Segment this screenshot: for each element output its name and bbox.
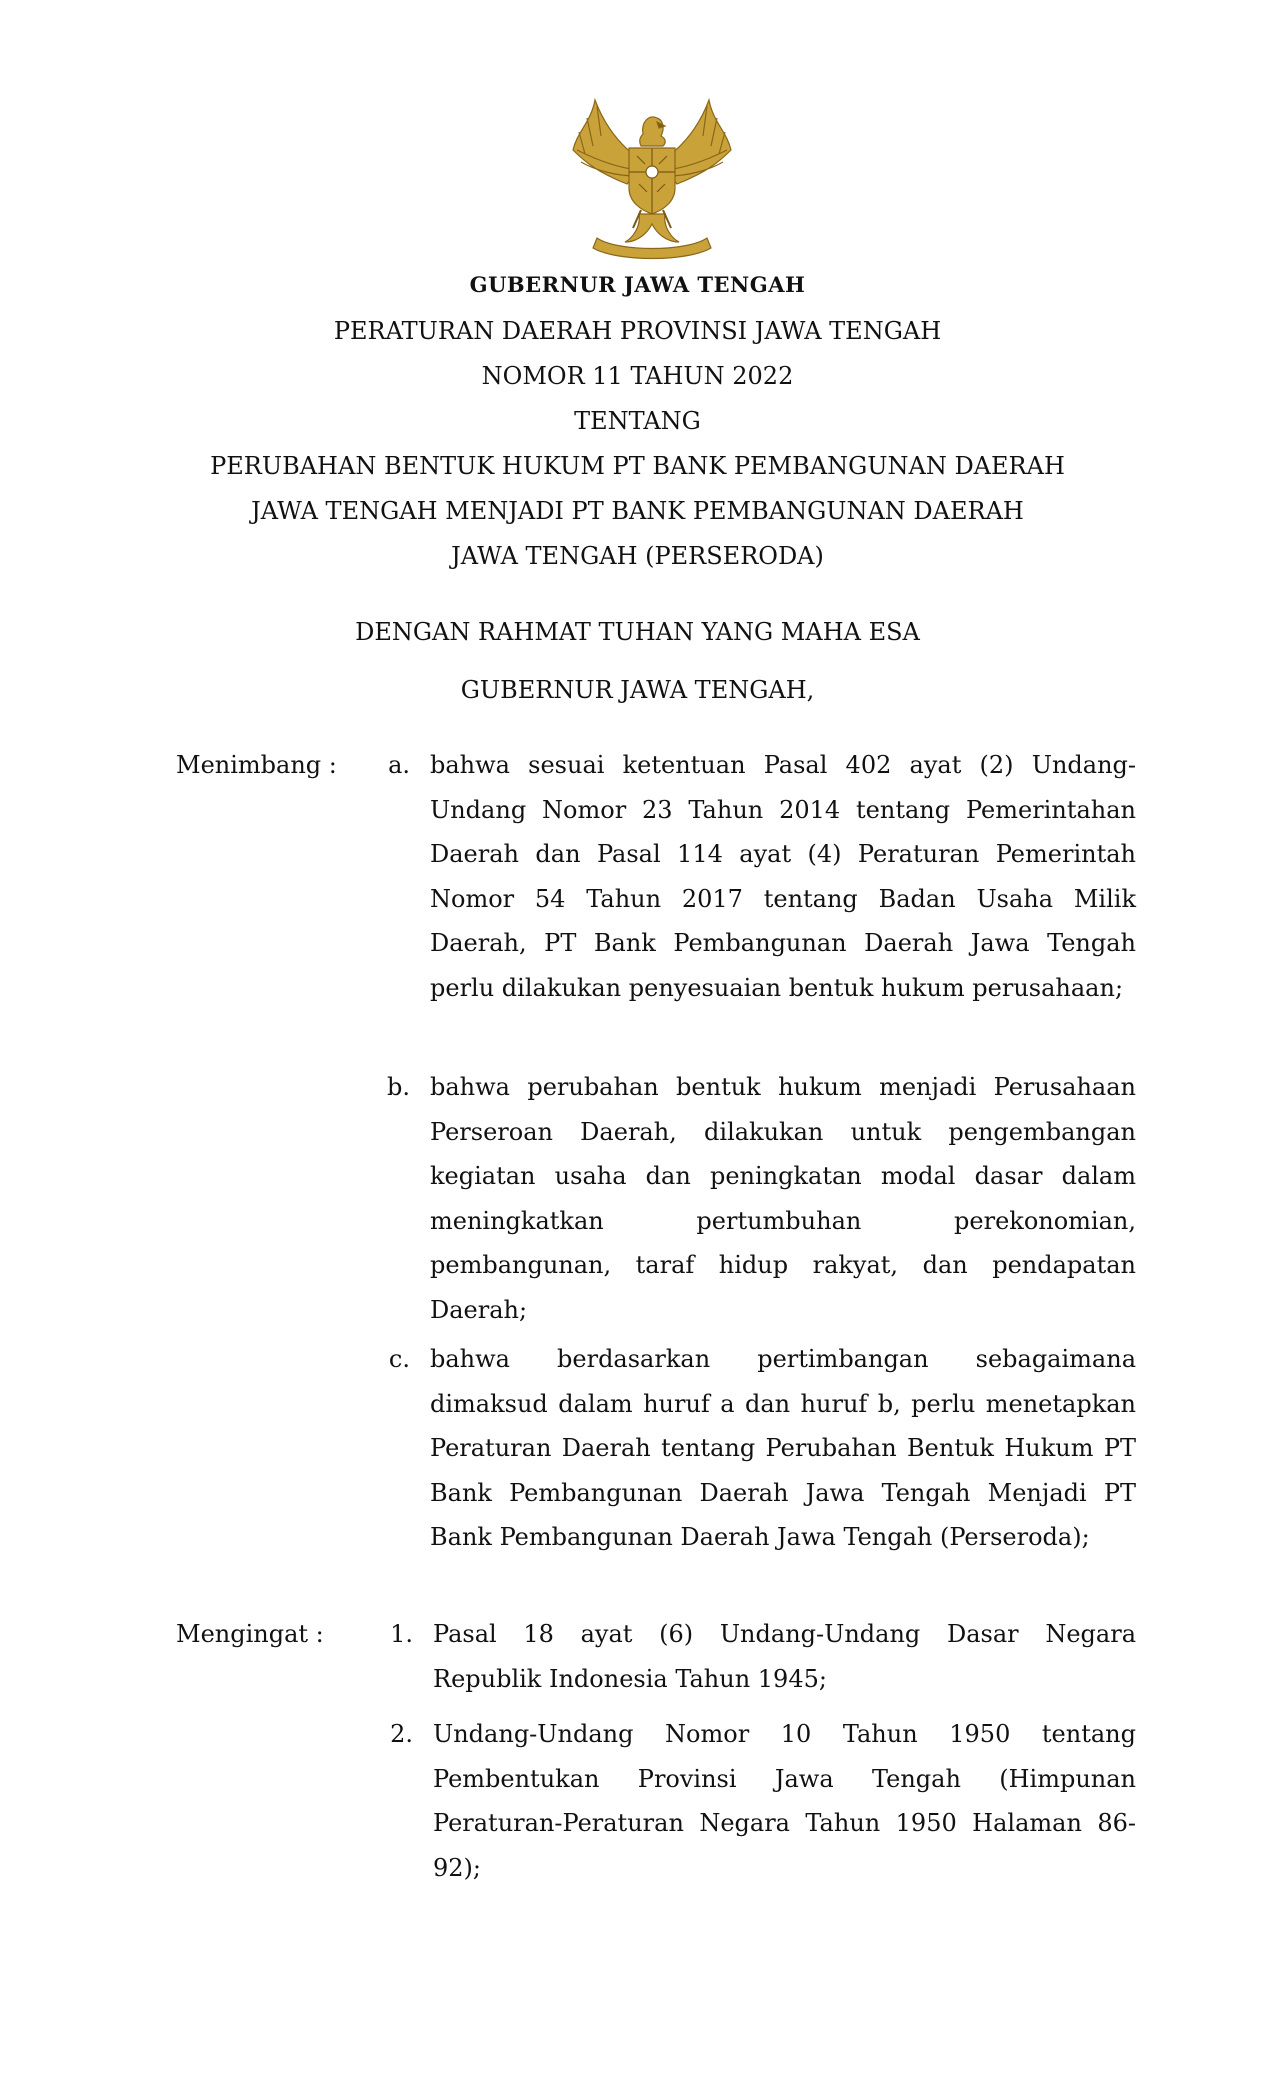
issuer-title: GUBERNUR JAWA TENGAH [469, 272, 806, 297]
opening-block [0, 603, 1275, 719]
menimbang-label: Menimbang : [176, 751, 337, 779]
opening-blessing: DENGAN RAHMAT TUHAN YANG MAHA ESA [355, 618, 920, 646]
list-item-text: bahwa perubahan bentuk hukum menjadi Perusahaan Perseroan Daerah, dilakukan untuk pengembangan kegiatan usaha dan peningkatan modal dasar dalam meningkatkan pertumbuhan perekonomian, pembangunan, taraf hidup rakyat, dan pendapatan Daerah; [430, 1073, 1136, 1324]
regulation-heading [0, 309, 1275, 579]
list-item-marker: 2. [390, 1720, 413, 1748]
list-item-marker: c. [388, 1345, 410, 1373]
mengingat-label: Mengingat : [176, 1620, 324, 1648]
list-item-marker: 1. [390, 1620, 413, 1648]
regulation-type: PERATURAN DAERAH PROVINSI JAWA TENGAH [333, 317, 942, 345]
regulation-subject-line: JAWA TENGAH MENJADI PT BANK PEMBANGUNAN DAERAH [251, 497, 1024, 525]
list-item-text: Pasal 18 ayat (6) Undang-Undang Dasar Negara Republik Indonesia Tahun 1945; [433, 1620, 1136, 1693]
list-item-text: bahwa sesuai ketentuan Pasal 402 ayat (2) Undang-Undang Nomor 23 Tahun 2014 tentang Pemerintahan Daerah dan Pasal 114 ayat (4) Peraturan Pemerintah Nomor 54 Tahun 2017 tentang Badan Usaha Milik Daerah, PT Bank Pembangunan Daerah Jawa Tengah perlu dilakukan penyesuaian bentuk hukum perusahaan; [430, 751, 1136, 1002]
regulation-number: NOMOR 11 TAHUN 2022 [481, 362, 794, 390]
list-item-marker: b. [387, 1073, 410, 1101]
regulation-about: TENTANG [574, 407, 701, 435]
list-item-marker: a. [388, 751, 410, 779]
regulation-subject-line: PERUBAHAN BENTUK HUKUM PT BANK PEMBANGUNAN DAERAH [210, 452, 1065, 480]
opening-governor: GUBERNUR JAWA TENGAH, [460, 676, 815, 704]
regulation-subject-line: JAWA TENGAH (PERSERODA) [451, 542, 824, 570]
list-item-text: bahwa berdasarkan pertimbangan sebagaimana dimaksud dalam huruf a dan huruf b, perlu menetapkan Peraturan Daerah tentang Perubahan Bentuk Hukum PT Bank Pembangunan Daerah Jawa Tengah Menjadi PT Bank Pembangunan Daerah Jawa Tengah (Perseroda); [430, 1345, 1136, 1551]
garuda-emblem-icon [567, 92, 737, 267]
list-item-text: Undang-Undang Nomor 10 Tahun 1950 tentang Pembentukan Provinsi Jawa Tengah (Himpunan Peraturan-Peraturan Negara Tahun 1950 Halaman 86-92); [433, 1720, 1136, 1882]
